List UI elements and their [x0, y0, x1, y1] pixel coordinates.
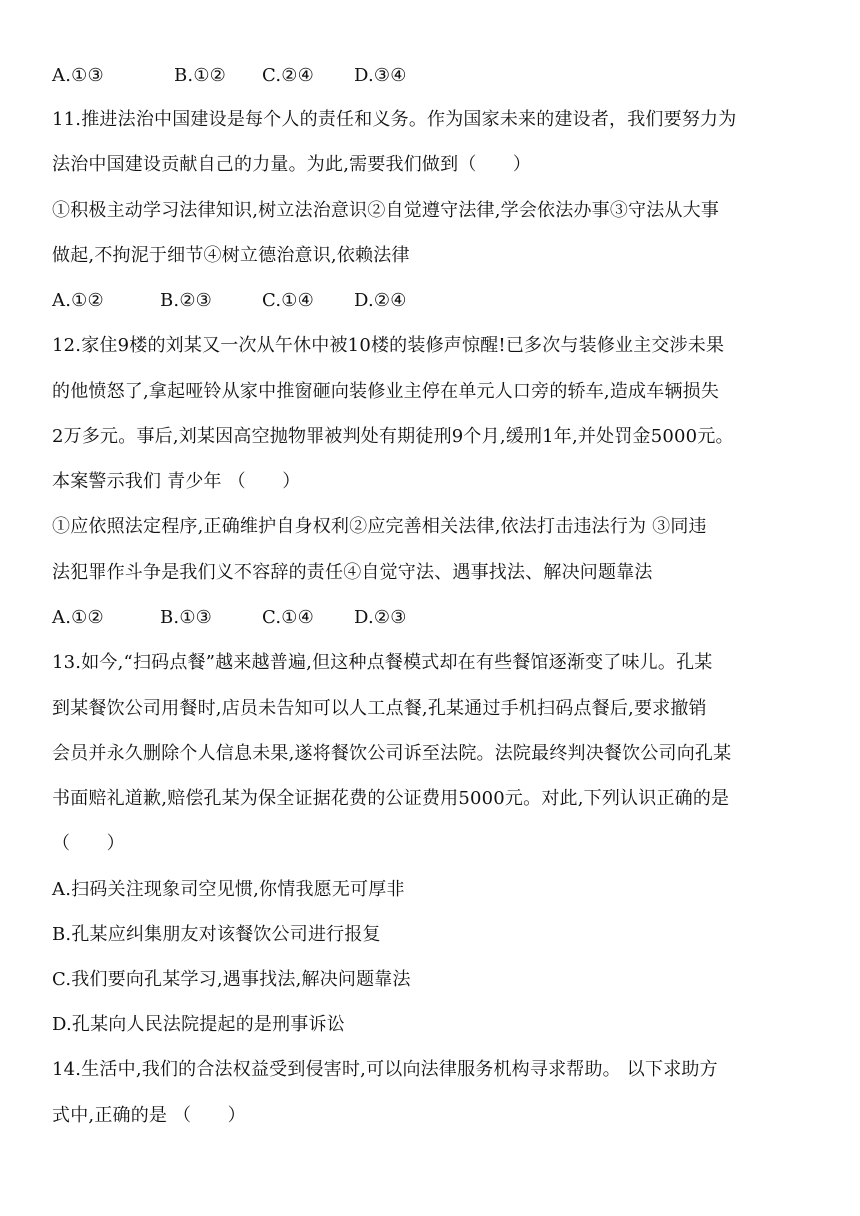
q13-option-d: D.孔某向人民法院提起的是刑事诉讼: [52, 1014, 345, 1035]
q10-option-c: C.②④: [262, 65, 314, 86]
q13-option-c: C.我们要向孔某学习,遇事找法,解决问题靠法: [52, 969, 411, 990]
q11-option-a: A.①②: [52, 290, 104, 311]
q13-option-a: A.扫码关注现象司空见惯,你情我愿无可厚非: [52, 879, 405, 900]
q14-stem-line-1: 14.生活中,我们的合法权益受到侵害时,可以向法律服务机构寻求帮助。 以下求助方: [52, 1059, 718, 1080]
q12-statement-line-2: 法犯罪作斗争是我们义不容辞的责任④自觉守法、遇事找法、解决问题靠法: [52, 562, 653, 583]
q11-statement-line-1: ①积极主动学习法律知识,树立法治意识②自觉遵守法律,学会依法办事③守法从大事: [52, 200, 720, 221]
q12-stem-line-2: 的他愤怒了,拿起哑铃从家中推窗砸向装修业主停在单元人口旁的轿车,造成车辆损失: [52, 381, 720, 402]
q13-stem-line-3: 会员并永久删除个人信息未果,遂将餐饮公司诉至法院。法院最终判决餐饮公司向孔某: [52, 743, 732, 764]
q13-stem-line-1: 13.如今,“扫码点餐”越来越普遍,但这种点餐模式却在有些餐馆逐渐变了味儿。孔某: [52, 652, 713, 673]
q13-stem-line-4: 书面赔礼道歉,赔偿孔某为保全证据花费的公证费用5000元。对此,下列认识正确的是: [52, 788, 730, 809]
q10-option-b: B.①②: [174, 65, 227, 86]
q12-options: [52, 606, 812, 630]
q13-stem-line-2: 到某餐饮公司用餐时,店员未告知可以人工点餐,孔某通过手机扫码点餐后,要求撤销: [52, 698, 707, 719]
q12-stem-line-1: 12.家住9楼的刘某又一次从午休中被10楼的装修声惊醒!已多次与装修业主交涉未果: [52, 335, 725, 356]
q13-stem-line-5: （ ）: [52, 833, 125, 854]
q13-option-b: B.孔某应纠集朋友对该餐饮公司进行报复: [52, 924, 381, 945]
q11-stem-line-1: 11.推进法治中国建设是每个人的责任和义务。作为国家未来的建设者，我们要努力为: [52, 109, 737, 130]
q11-option-d: D.②④: [354, 290, 407, 311]
q10-option-a: A.①③: [52, 65, 104, 86]
q12-stem-line-3: 2万多元。事后,刘某因高空抛物罪被判处有期徒刑9个月,缓刑1年,并处罚金5000元。: [52, 426, 734, 447]
q11-stem-line-2: 法治中国建设贡献自己的力量。为此,需要我们做到（ ）: [52, 154, 532, 175]
q11-option-b: B.②③: [160, 290, 213, 311]
q12-option-b: B.①③: [160, 607, 213, 628]
q10-option-d: D.③④: [354, 65, 407, 86]
q12-option-c: C.①④: [262, 607, 314, 628]
q11-option-c: C.①④: [262, 290, 314, 311]
q12-option-a: A.①②: [52, 607, 104, 628]
q12-stem-line-4: 本案警示我们 青少年 （ ）: [52, 471, 301, 492]
q12-statement-line-1: ①应依照法定程序,正确维护自身权利②应完善相关法律,依法打击违法行为 ③同违: [52, 516, 707, 537]
q12-option-d: D.②③: [354, 607, 407, 628]
q11-statement-line-2: 做起,不拘泥于细节④树立德治意识,依赖法律: [52, 245, 410, 266]
q14-stem-line-2: 式中,正确的是 （ ）: [52, 1105, 246, 1126]
q11-options: [52, 289, 812, 313]
q10-options: [52, 64, 812, 88]
